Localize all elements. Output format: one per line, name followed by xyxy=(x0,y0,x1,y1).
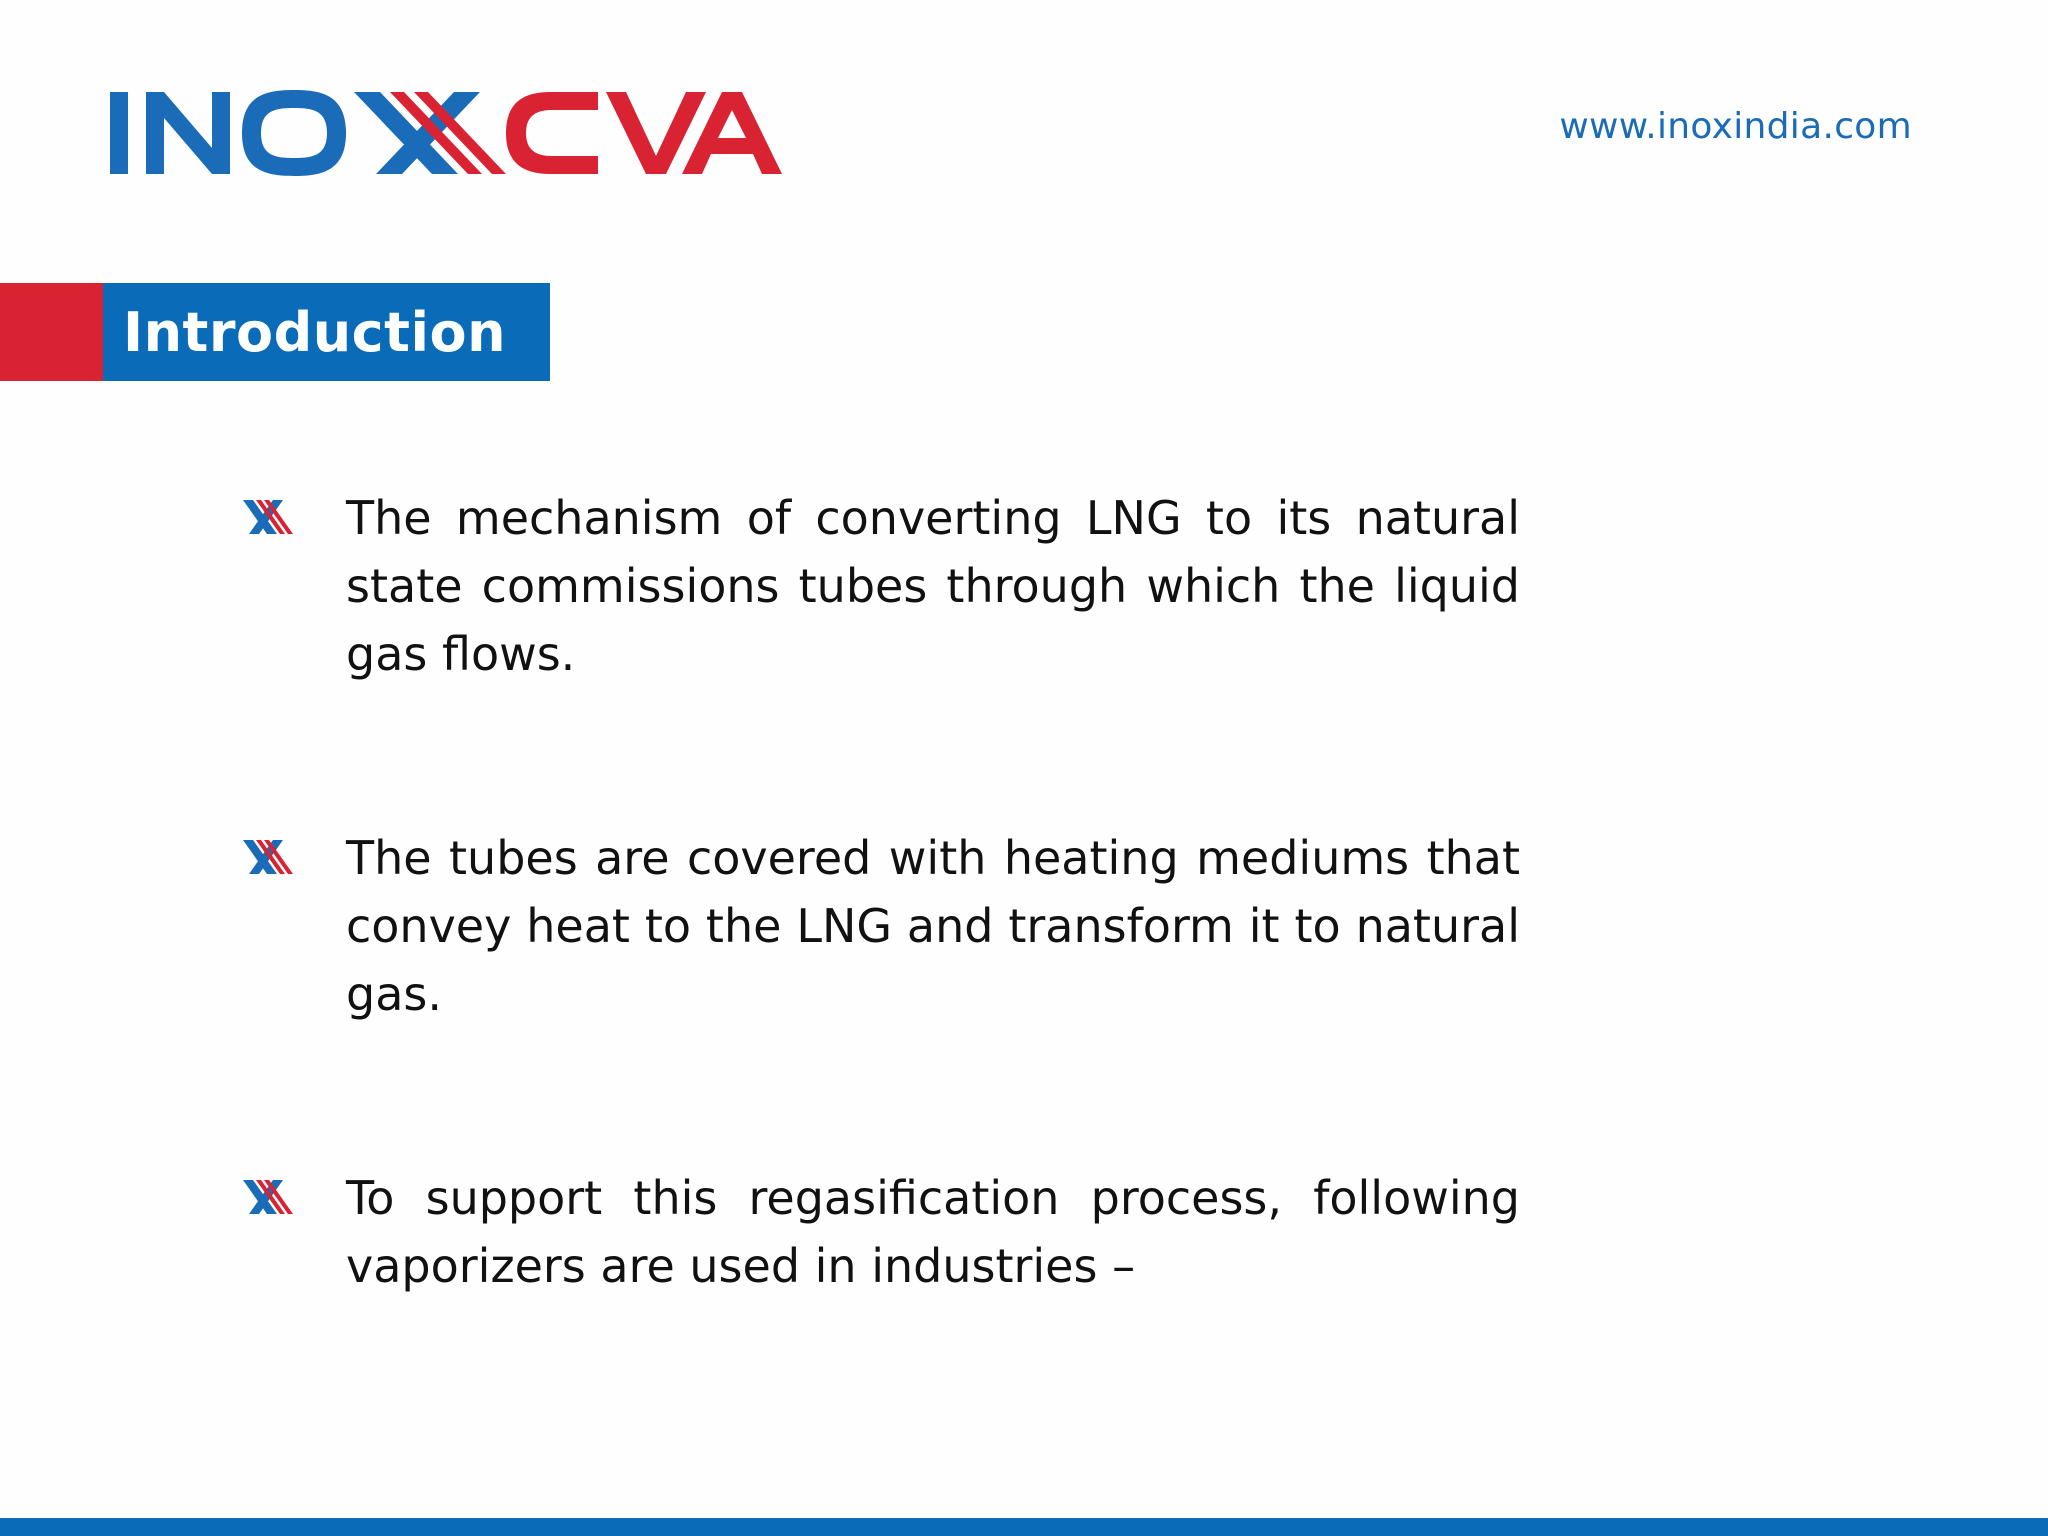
inoxcva-logo xyxy=(108,82,784,182)
bullet-list xyxy=(240,484,1520,1436)
inox-x-bullet-icon xyxy=(243,840,297,874)
inox-x-bullet-icon xyxy=(243,1180,297,1214)
bullet-text: The tubes are covered with heating mediums that convey heat to the LNG and transform it to natural gas. xyxy=(346,831,1520,1021)
bullet-item xyxy=(240,1164,1520,1300)
bullet-item xyxy=(240,824,1520,1028)
website-link[interactable]: www.inoxindia.com xyxy=(1559,106,1912,147)
inox-x-bullet-icon xyxy=(243,500,297,534)
bullet-text: The mechanism of converting LNG to its natural state commissions tubes through which the liquid gas flows. xyxy=(346,491,1520,681)
bullet-item xyxy=(240,484,1520,688)
title-blue-block xyxy=(103,283,550,381)
title-red-block xyxy=(0,283,103,381)
slide-title: Introduction xyxy=(123,300,507,364)
bottom-brand-bar xyxy=(0,1518,2048,1536)
logo-graphic xyxy=(108,82,784,182)
bullet-text: To support this regasification process, following vaporizers are used in industries – xyxy=(346,1171,1520,1293)
title-banner xyxy=(0,283,550,381)
